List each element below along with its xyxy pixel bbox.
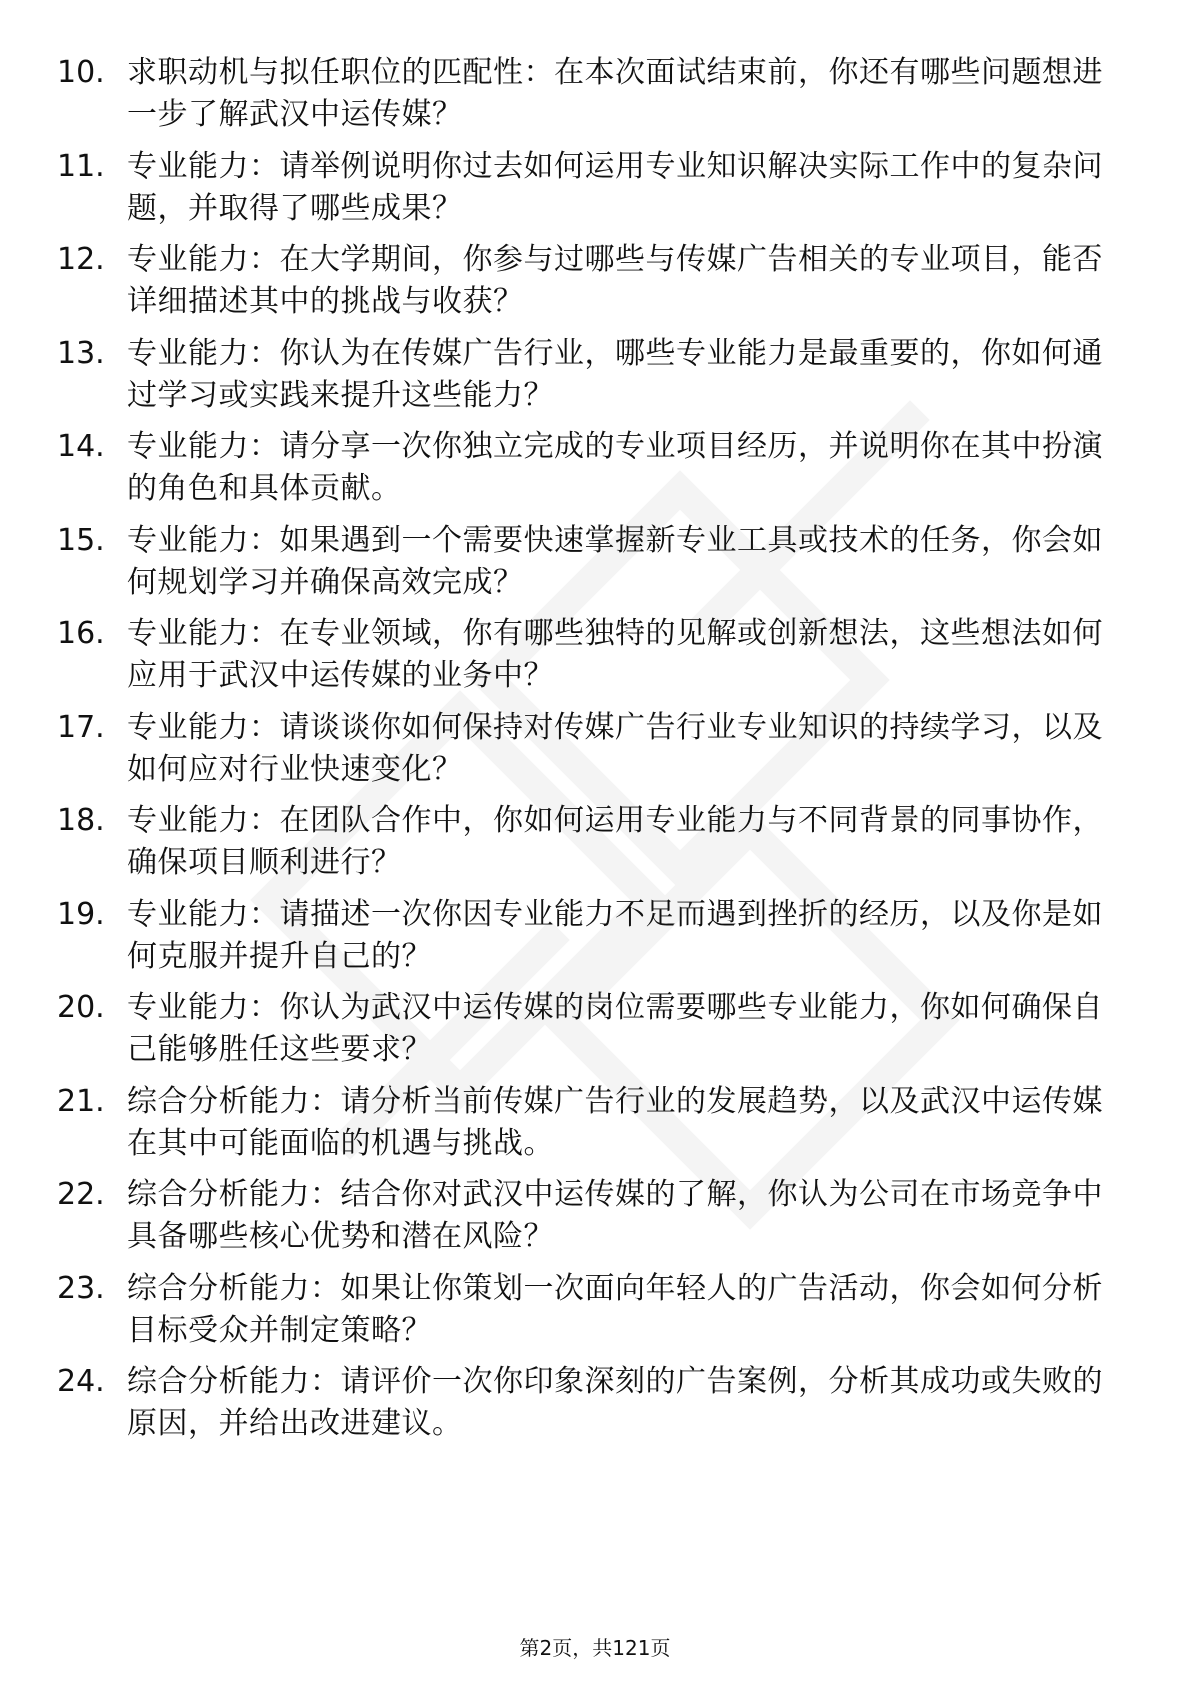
- question-text: 专业能力：在专业领域，你有哪些独特的见解或创新想法，这些想法如何应用于武汉中运传媒的业务中？: [127, 616, 1103, 693]
- question-number: 11.: [57, 148, 105, 184]
- question-text: 专业能力：在团队合作中，你如何运用专业能力与不同背景的同事协作，确保项目顺利进行？: [127, 803, 1103, 880]
- question-item-19: [57, 894, 1117, 986]
- question-text: 专业能力：请描述一次你因专业能力不足而遇到挫折的经历，以及你是如何克服并提升自己的？: [127, 896, 1103, 974]
- question-number: 13.: [57, 335, 105, 371]
- question-item-16: [57, 613, 1117, 705]
- question-text: 综合分析能力：请评价一次你印象深刻的广告案例，分析其成功或失败的原因，并给出改进建议。: [127, 1364, 1103, 1441]
- question-text: 综合分析能力：结合你对武汉中运传媒的了解，你认为公司在市场竞争中具备哪些核心优势和潜在风险？: [127, 1177, 1103, 1254]
- question-item-21: [57, 1081, 1117, 1173]
- question-number: 17.: [57, 709, 105, 745]
- question-number: 24.: [57, 1364, 105, 1399]
- question-number: 20.: [57, 990, 105, 1025]
- question-number: 10.: [57, 55, 105, 90]
- question-item-20: [57, 987, 1117, 1079]
- page-number-label: 第2页，共121页: [519, 1636, 671, 1660]
- question-item-23: [57, 1268, 1117, 1360]
- question-number: 15.: [57, 522, 105, 558]
- question-number: 14.: [57, 429, 105, 464]
- question-item-15: [57, 520, 1117, 612]
- question-text: 专业能力：你认为在传媒广告行业，哪些专业能力是最重要的，你如何通过学习或实践来提升这些能力？: [127, 335, 1103, 413]
- question-item-18: [57, 800, 1117, 892]
- question-text: 专业能力：请谈谈你如何保持对传媒广告行业专业知识的持续学习，以及如何应对行业快速变化？: [127, 709, 1103, 787]
- question-number: 22.: [57, 1177, 105, 1212]
- question-text: 专业能力：在大学期间，你参与过哪些与传媒广告相关的专业项目，能否详细描述其中的挑战与收获？: [127, 242, 1103, 319]
- question-text: 综合分析能力：请分析当前传媒广告行业的发展趋势，以及武汉中运传媒在其中可能面临的机遇与挑战。: [127, 1083, 1103, 1161]
- question-text: 专业能力：请分享一次你独立完成的专业项目经历，并说明你在其中扮演的角色和具体贡献。: [127, 429, 1103, 506]
- question-text: 专业能力：如果遇到一个需要快速掌握新专业工具或技术的任务，你会如何规划学习并确保高效完成？: [127, 522, 1103, 600]
- question-number: 19.: [57, 896, 105, 932]
- question-text: 专业能力：请举例说明你过去如何运用专业知识解决实际工作中的复杂问题，并取得了哪些成果？: [127, 148, 1103, 226]
- question-number: 23.: [57, 1270, 105, 1306]
- question-number: 21.: [57, 1083, 105, 1119]
- question-text: 求职动机与拟任职位的匹配性：在本次面试结束前，你还有哪些问题想进一步了解武汉中运传媒？: [127, 55, 1103, 132]
- question-item-22: [57, 1174, 1117, 1266]
- question-item-11: [57, 146, 1117, 238]
- question-item-17: [57, 707, 1117, 799]
- question-item-10: [57, 52, 1117, 144]
- question-item-12: [57, 239, 1117, 331]
- question-number: 16.: [57, 616, 105, 651]
- question-number: 12.: [57, 242, 105, 277]
- question-item-13: [57, 333, 1117, 425]
- question-list: [57, 52, 1117, 1455]
- question-text: 综合分析能力：如果让你策划一次面向年轻人的广告活动，你会如何分析目标受众并制定策略？: [127, 1270, 1103, 1348]
- question-item-24: [57, 1361, 1117, 1453]
- question-number: 18.: [57, 803, 105, 838]
- question-item-14: [57, 426, 1117, 518]
- question-text: 专业能力：你认为武汉中运传媒的岗位需要哪些专业能力，你如何确保自己能够胜任这些要求？: [127, 990, 1103, 1067]
- page-footer: [0, 1632, 1190, 1661]
